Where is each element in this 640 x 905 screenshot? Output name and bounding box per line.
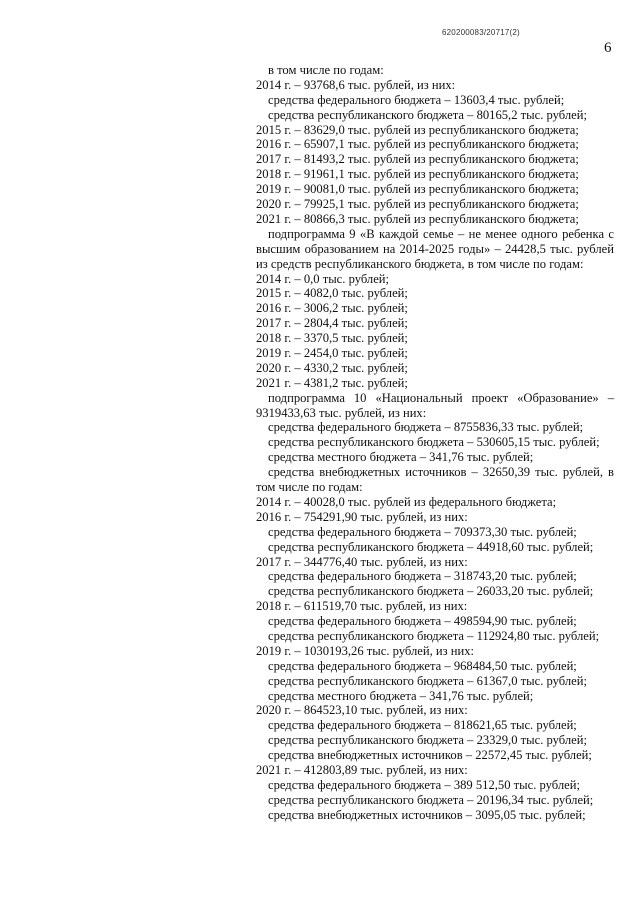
text-line: средства республиканского бюджета – 26033,20 тыс. рублей;: [268, 584, 594, 599]
text-line: средства местного бюджета – 341,76 тыс. рублей;: [268, 688, 534, 703]
text-line: 2019 г. – 1030193,26 тыс. рублей, из них:: [256, 643, 475, 658]
text-line: средства федерального бюджета – 8755836,33 тыс. рублей;: [268, 420, 584, 435]
text-line: средства федерального бюджета – 13603,4 тыс. рублей;: [268, 92, 565, 107]
text-line: средства федерального бюджета – 968484,50 тыс. рублей;: [268, 658, 577, 673]
text-line: 2020 г. – 4330,2 тыс. рублей;: [256, 360, 408, 375]
text-line: 2016 г. – 754291,90 тыс. рублей, из них:: [256, 509, 468, 524]
page-number: 6: [604, 40, 612, 56]
subprogram-9-text: подпрограмма 9 «В каждой семье – не менее одного ребенка с высшим образованием на 2014-2025 годы» – 24428,5 тыс. рублей из средств республиканского бюджета, в том числе по годам:: [256, 226, 614, 271]
text-line: 2017 г. – 81493,2 тыс. рублей из республиканского бюджета;: [256, 152, 579, 167]
text-line: средства федерального бюджета – 389 512,50 тыс. рублей;: [268, 777, 580, 792]
text-line: 2017 г. – 2804,4 тыс. рублей;: [256, 316, 408, 331]
offbudget-text: средства внебюджетных источников – 32650,39 тыс. рублей, в том числе по годам:: [256, 465, 614, 495]
text-line: 2018 г. – 91961,1 тыс. рублей из республиканского бюджета;: [256, 167, 579, 182]
text-line: 2017 г. – 344776,40 тыс. рублей, из них:: [256, 554, 468, 569]
text-line: средства республиканского бюджета – 44918,60 тыс. рублей;: [268, 539, 594, 554]
text-line: средства республиканского бюджета – 530605,15 тыс. рублей;: [268, 435, 600, 450]
text-line: 2018 г. – 611519,70 тыс. рублей, из них:: [256, 599, 468, 614]
text-line: средства внебюджетных источников – 22572,45 тыс. рублей;: [268, 748, 592, 763]
offbudget-paragraph: [256, 465, 614, 495]
text-line: 2021 г. – 4381,2 тыс. рублей;: [256, 375, 408, 390]
text-line: 2015 г. – 4082,0 тыс. рублей;: [256, 286, 408, 301]
text-line: 2014 г. – 40028,0 тыс. рублей из федерального бюджета;: [256, 494, 557, 509]
text-line: средства республиканского бюджета – 20196,34 тыс. рублей;: [268, 792, 594, 807]
text-line: средства республиканского бюджета – 61367,0 тыс. рублей;: [268, 673, 587, 688]
text-line: средства местного бюджета – 341,76 тыс. рублей;: [268, 450, 534, 465]
text-line: 2019 г. – 2454,0 тыс. рублей;: [256, 345, 408, 360]
text-line: 2021 г. – 412803,89 тыс. рублей, из них:: [256, 762, 468, 777]
subprogram-9-paragraph: [256, 227, 614, 272]
text-line: средства республиканского бюджета – 80165,2 тыс. рублей;: [268, 107, 587, 122]
text-line: 2014 г. – 93768,6 тыс. рублей, из них:: [256, 77, 456, 92]
text-line: средства федерального бюджета – 818621,65 тыс. рублей;: [268, 718, 577, 733]
text-line: 2014 г. – 0,0 тыс. рублей;: [256, 271, 390, 286]
text-line: 2016 г. – 3006,2 тыс. рублей;: [256, 301, 408, 316]
text-line: в том числе по годам:: [268, 63, 384, 77]
text-line: 2016 г. – 65907,1 тыс. рублей из республиканского бюджета;: [256, 137, 579, 152]
text-line: 2020 г. – 79925,1 тыс. рублей из республиканского бюджета;: [256, 197, 579, 212]
text-line: средства федерального бюджета – 318743,20 тыс. рублей;: [268, 569, 577, 584]
text-line: средства федерального бюджета – 498594,90 тыс. рублей;: [268, 614, 577, 629]
text-line: 2020 г. – 864523,10 тыс. рублей, из них:: [256, 703, 468, 718]
text-line: средства республиканского бюджета – 112924,80 тыс. рублей;: [268, 628, 600, 643]
document-id: 620200083/20717(2): [442, 28, 520, 37]
document-body: [256, 63, 614, 823]
text-line: средства внебюджетных источников – 3095,05 тыс. рублей;: [268, 807, 586, 822]
text-line: средства республиканского бюджета – 23329,0 тыс. рублей;: [268, 733, 587, 748]
subprogram-10-text: подпрограмма 10 «Национальный проект «Образование» – 9319433,63 тыс. рублей, из них:: [256, 390, 614, 420]
text-line: средства федерального бюджета – 709373,30 тыс. рублей;: [268, 524, 577, 539]
text-line: 2018 г. – 3370,5 тыс. рублей;: [256, 331, 408, 346]
text-line: 2019 г. – 90081,0 тыс. рублей из республиканского бюджета;: [256, 182, 579, 197]
text-line: 2015 г. – 83629,0 тыс. рублей из республиканского бюджета;: [256, 122, 579, 137]
text-line: 2021 г. – 80866,3 тыс. рублей из республиканского бюджета;: [256, 211, 579, 226]
subprogram-10-paragraph: [256, 391, 614, 421]
